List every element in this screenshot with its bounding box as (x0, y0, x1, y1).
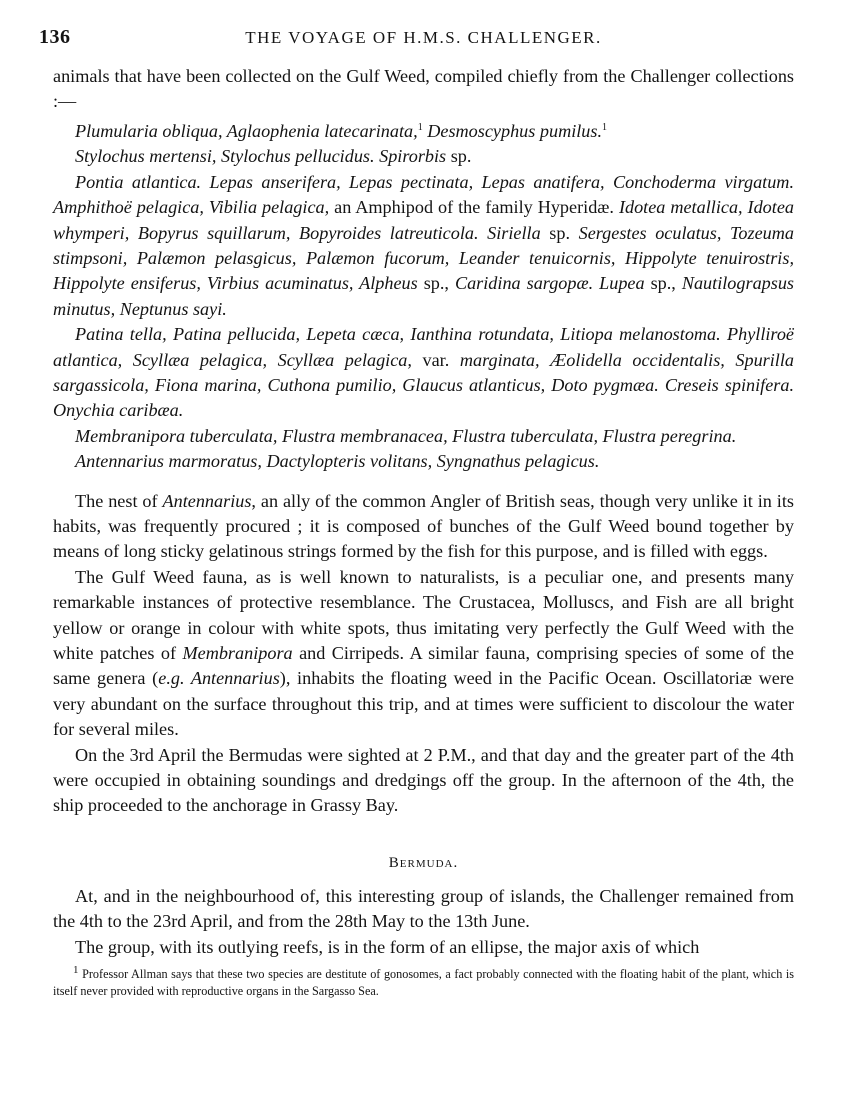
species-list-item (53, 170, 794, 322)
text-run: Spirorbis (379, 146, 447, 167)
body-paragraph (53, 743, 794, 819)
page (39, 26, 795, 1000)
running-title: THE VOYAGE OF H.M.S. CHALLENGER. (245, 28, 602, 47)
text-run: Membranipora tuberculata, Flustra membranacea, Flustra tuberculata, Flustra peregrina. (75, 425, 737, 446)
body-paragraph (53, 565, 794, 743)
text-run: Membranipora (182, 643, 293, 663)
text-run: Patina tella, Patina pellucida, Lepeta cæca, Ianthina rotundata, Litiopa melanostoma. Phylliroë atlantica, Scyllæa pelagica, Scyllæa pelagica, (53, 324, 794, 370)
body-paragraphs (53, 489, 794, 819)
text-run: var. (411, 349, 460, 370)
text-run: The nest of (75, 490, 163, 511)
section-paragraph: The group, with its outlying reefs, is in the form of an ellipse, the major axis of which (75, 936, 700, 957)
text-run: Antennarius (162, 490, 252, 511)
text-run: , and that day and the greater part of the 4th were occupied in obtaining soundings and dredgings off the group. In the afternoon of the 4th, the ship proceeded to the anchorage in Grassy Bay. (53, 744, 795, 816)
species-list-item (53, 322, 794, 424)
section-heading: Bermuda. (388, 854, 459, 871)
text-run: sp., (417, 273, 455, 294)
footnote-mark: 1 (73, 964, 79, 976)
text-run: e.g. Antennarius (158, 668, 280, 689)
text-run: Caridina sargopæ. Lupea (454, 273, 645, 294)
species-list-item (53, 115, 794, 144)
footnote-ref: 1 (602, 121, 608, 133)
text-run: The Gulf Weed fauna, as is well known to naturalists, is a peculiar one, and presents many remarkable instances of protective resemblance. The Crustacea, Molluscs, and Fish are all bright yellow or orange in colour with white spots, thus imitating very perfectly the Gulf Weed with the white patches of (53, 566, 794, 663)
text-run: Desmoscyphus pumilus. (422, 120, 603, 141)
text-run: Stylochus mertensi, Stylochus pellucidus. (75, 146, 375, 167)
text-run: P.M. (437, 744, 472, 765)
text-run: Nautilograpsus minutus, Neptunus sayi. (53, 273, 795, 319)
text-run: , an ally of the common Angler of British seas, though very unlike it in its habits, was frequently procured ; it is composed of bunches of the Gulf Weed bound together by means of long sticky gelatinous strings formed by the fish for this purpose, and is filled with eggs. (53, 490, 794, 562)
footnote-ref: 1 (417, 121, 423, 133)
species-list-item (53, 424, 794, 449)
page-number: 136 (39, 26, 71, 48)
text-run: sp. (540, 222, 579, 243)
text-run: an Amphipod of the family Hyperidæ. (329, 197, 619, 218)
text-run: Sergestes oculatus, Tozeuma stimpsoni, Palæmon pelasgicus, Palæmon fucorum, Leander tenuicornis, Hippolyte tenuirostris, Hippolyte ensiferus, Virbius acuminatus, Alpheus (53, 222, 794, 294)
section-paragraphs (53, 884, 794, 960)
intro-text: animals that have been collected on the Gulf Weed, compiled chiefly from the Challenger collections :— (53, 66, 794, 112)
text-run: Plumularia obliqua, Aglaophenia latecarinata, (75, 120, 418, 141)
text-run: and Cirripeds. A similar fauna, comprising species of some of the same genera ( (53, 643, 795, 689)
text-run: sp. (446, 146, 472, 167)
species-list (53, 115, 794, 475)
section-paragraph: At, and in the neighbourhood of, this interesting group of islands, the Challenger remained from the 4th to the 23rd April, and from the 28th May to the 13th June. (53, 885, 794, 932)
text-run: On the 3rd April the Bermudas were sighted at 2 (75, 744, 438, 765)
species-list-item (53, 144, 794, 169)
text-run: ), inhabits the floating weed in the Pacific Ocean. Oscillatoriæ were very abundant on the surface throughout this trip, and at times were sufficient to discolour the water for several miles. (53, 668, 794, 740)
text-run: marginata, Æolidella occidentalis, Spurilla sargassicola, Fiona marina, Cuthona pumilio, Glaucus atlanticus, Doto pygmæa. Creseis spinifera. Onychia caribæa. (53, 349, 794, 421)
text-run: Idotea metallica, Idotea whymperi, Bopyrus squillarum, Bopyroides latreuticola. Siriella (53, 197, 794, 243)
page-header (39, 26, 794, 56)
text-run: sp., (644, 273, 682, 294)
footnote-text: Professor Allman says that these two species are destitute of gonosomes, a fact probably connected with the floating habit of the plant, which is itself never provided with reproductive organs in the Sargasso Sea. (53, 967, 795, 999)
text-run: Pontia atlantica. Lepas anserifera, Lepas pectinata, Lepas anatifera, Conchoderma virgatum. Amphithoë pelagica, Vibilia pelagica, (53, 171, 794, 218)
body-paragraph (53, 489, 794, 565)
footnote (53, 966, 794, 1000)
species-list-item (53, 449, 794, 474)
text-run: Antennarius marmoratus, Dactylopteris volitans, Syngnathus pelagicus. (75, 451, 600, 472)
